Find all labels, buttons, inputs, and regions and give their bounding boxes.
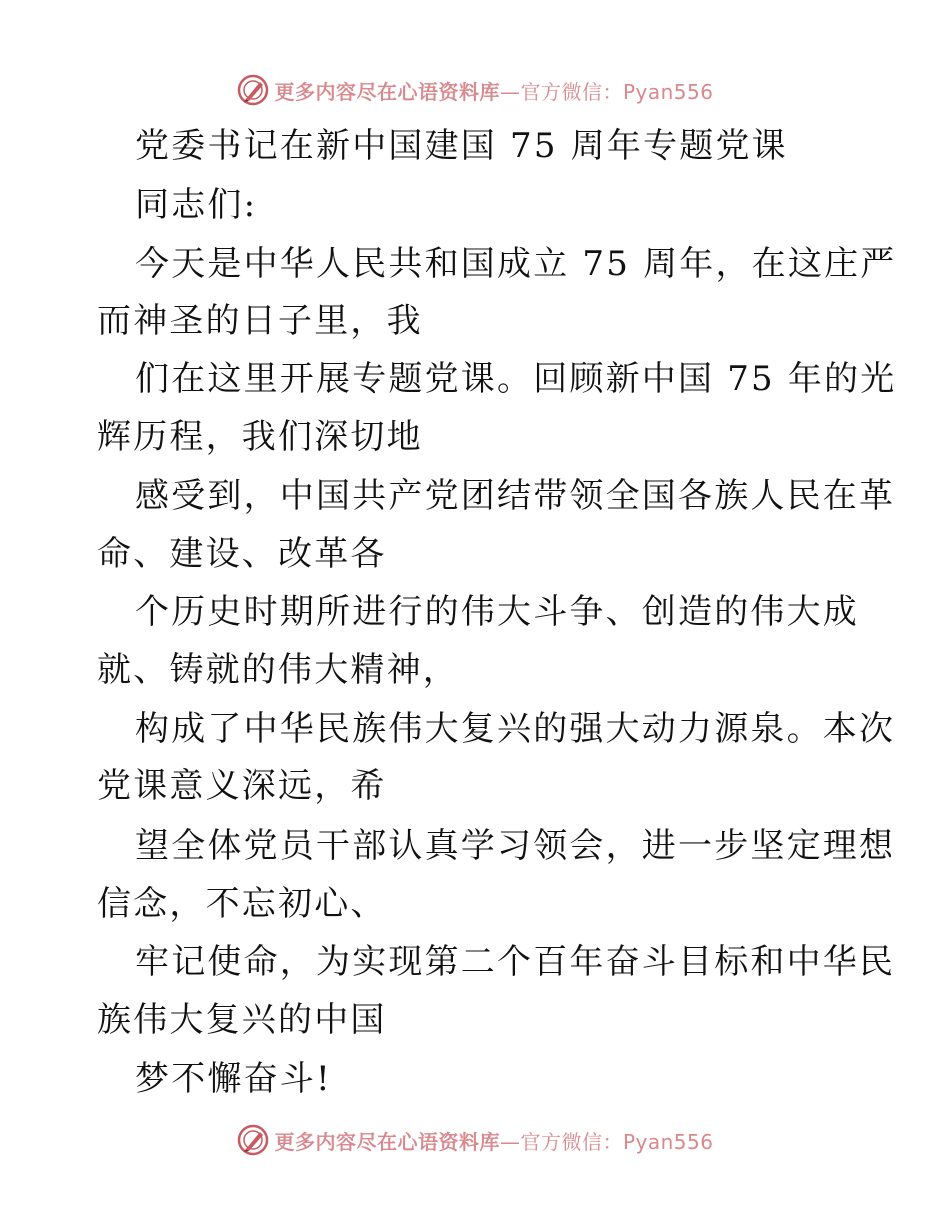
pen-logo-icon [236,1123,270,1157]
paragraph-line: 党课意义深远，希 [97,766,387,806]
footer-watermark [0,1120,950,1160]
salutation: 同志们: [135,185,258,225]
paragraph-line: 梦不懈奋斗! [135,1059,332,1099]
document-title: 党委书记在新中国建国 75 周年专题党课 [135,126,788,166]
paragraph-line: 族伟大复兴的中国 [97,1000,387,1040]
paragraph-line: 辉历程，我们深切地 [97,417,423,457]
paragraph-line: 们在这里开展专题党课。回顾新中国 75 年的光 [135,359,897,399]
paragraph-line: 就、铸就的伟大精神， [97,650,459,690]
watermark-contact-text: —官方微信：Pyan556 [499,1129,714,1154]
paragraph-line: 信念，不忘初心、 [97,884,387,924]
paragraph-line: 构成了中华民族伟大复兴的强大动力源泉。本次 [135,709,896,749]
paragraph-line: 个历史时期所进行的伟大斗争、创造的伟大成 [135,592,859,632]
watermark-site-text: 更多内容尽在心语资料库 [274,79,500,104]
pen-logo-icon [236,73,270,107]
paragraph-line: 命、建设、改革各 [97,534,387,574]
watermark-contact-text: —官方微信：Pyan556 [499,79,714,104]
paragraph-line: 今天是中华人民共和国成立 75 周年，在这庄严 [135,244,897,284]
paragraph-line: 感受到，中国共产党团结带领全国各族人民在革 [135,476,896,516]
paragraph-line: 而神圣的日子里，我 [97,301,423,341]
paragraph-line: 牢记使命，为实现第二个百年奋斗目标和中华民 [135,942,896,982]
paragraph-line: 望全体党员干部认真学习领会，进一步坚定理想 [135,826,896,866]
header-watermark [0,70,950,110]
watermark-site-text: 更多内容尽在心语资料库 [274,1129,500,1154]
